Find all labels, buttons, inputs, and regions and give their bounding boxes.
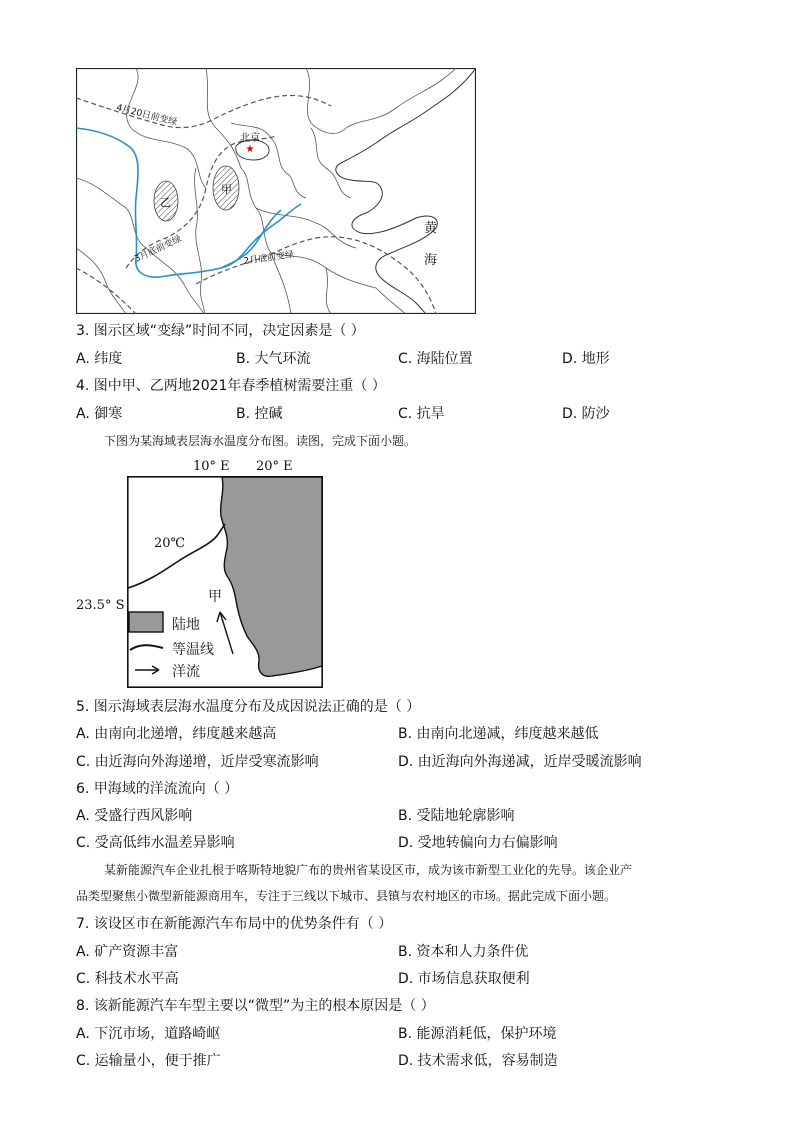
q5-option-a: A. 由南向北递增，纬度越来越高	[76, 726, 277, 742]
lat-23-5s-label: 23.5° S	[76, 598, 125, 613]
lon-10e-label: 10° E	[193, 459, 230, 474]
q6-option-a: A. 受盛行西风影响	[76, 808, 193, 824]
sea-temperature-map	[127, 476, 323, 688]
jia-sea-label: 甲	[208, 589, 222, 605]
q6-option-b: B. 受陆地轮廓影响	[398, 808, 515, 824]
q3-stem: 3. 图示区域“变绿”时间不同，决定因素是（ ）	[76, 323, 365, 339]
q8-option-d: D. 技术需求低，容易制造	[398, 1053, 558, 1069]
q4-stem: 4. 图中甲、乙两地2021年春季植树需要注重（ ）	[76, 378, 386, 394]
q7-stem: 7. 该设区市在新能源汽车布局中的优势条件有（ ）	[76, 916, 393, 932]
beijing-label: 北京	[240, 133, 260, 144]
q8-option-b: B. 能源消耗低，保护环境	[398, 1026, 557, 1042]
q3-option-a: A. 纬度	[76, 351, 123, 367]
intro-ev-line-1: 某新能源汽车企业扎根于喀斯特地貌广布的贵州省某设区市，成为该市新型工业化的先导。该企业产	[104, 863, 633, 877]
mar-end-label: 3月底前变绿	[133, 234, 184, 265]
q8-option-c: C. 运输量小，便于推广	[76, 1053, 221, 1069]
q4-option-a: A. 御寒	[76, 406, 123, 422]
q8-stem: 8. 该新能源汽车车型主要以“微型”为主的根本原因是（ ）	[76, 998, 435, 1014]
q4-option-b: B. 控碱	[236, 406, 283, 422]
sea-label-hai: 海	[424, 253, 438, 268]
lon-20e-label: 20° E	[256, 459, 293, 474]
apr20-label: 4月20日前变绿	[115, 103, 179, 128]
q3-option-b: B. 大气环流	[236, 351, 311, 367]
q7-option-b: B. 资本和人力条件优	[398, 944, 529, 960]
q4-option-d: D. 防沙	[562, 406, 610, 422]
legend-isotherm-label: 等温线	[172, 642, 214, 658]
q5-stem: 5. 图示海域表层海水温度分布及成因说法正确的是（ ）	[76, 699, 421, 715]
q6-option-c: C. 受高低纬水温差异影响	[76, 835, 235, 851]
q5-option-c: C. 由近海向外海递增，近岸受寒流影响	[76, 754, 319, 770]
q5-option-d: D. 由近海向外海递减，近岸受暖流影响	[398, 754, 642, 770]
jia-label: 甲	[221, 183, 232, 196]
feb-end-label: 2月底前变绿	[243, 250, 295, 267]
legend-land-label: 陆地	[172, 617, 200, 633]
q7-option-a: A. 矿产资源丰富	[76, 944, 179, 960]
legend-land-swatch	[129, 612, 163, 632]
intro-sea-temperature: 下图为某海域表层海水温度分布图。读图，完成下面小题。	[104, 434, 417, 448]
q5-option-b: B. 由南向北递减，纬度越来越低	[398, 726, 599, 742]
legend-current-label: 洋流	[172, 664, 200, 680]
svg-text:★: ★	[245, 144, 255, 155]
q7-option-d: D. 市场信息获取便利	[398, 971, 530, 987]
q6-option-d: D. 受地转偏向力右偏影响	[398, 835, 558, 851]
sea-label-huang: 黄	[424, 221, 438, 236]
q3-option-d: D. 地形	[562, 351, 610, 367]
q3-option-c: C. 海陆位置	[398, 351, 473, 367]
intro-ev-line-2: 品类型聚焦小微型新能源商用车，专注于三线以下城市、县镇与农村地区的市场。据此完成下面小题。	[76, 889, 617, 903]
q4-option-c: C. 抗旱	[398, 406, 445, 422]
q8-option-a: A. 下沉市场，道路崎岖	[76, 1026, 221, 1042]
greening-map	[76, 68, 476, 314]
q7-option-c: C. 科技术水平高	[76, 971, 179, 987]
yi-label: 乙	[160, 196, 171, 209]
isotherm-20c-label: 20℃	[154, 536, 186, 551]
q6-stem: 6. 甲海域的洋流流向（ ）	[76, 781, 239, 797]
